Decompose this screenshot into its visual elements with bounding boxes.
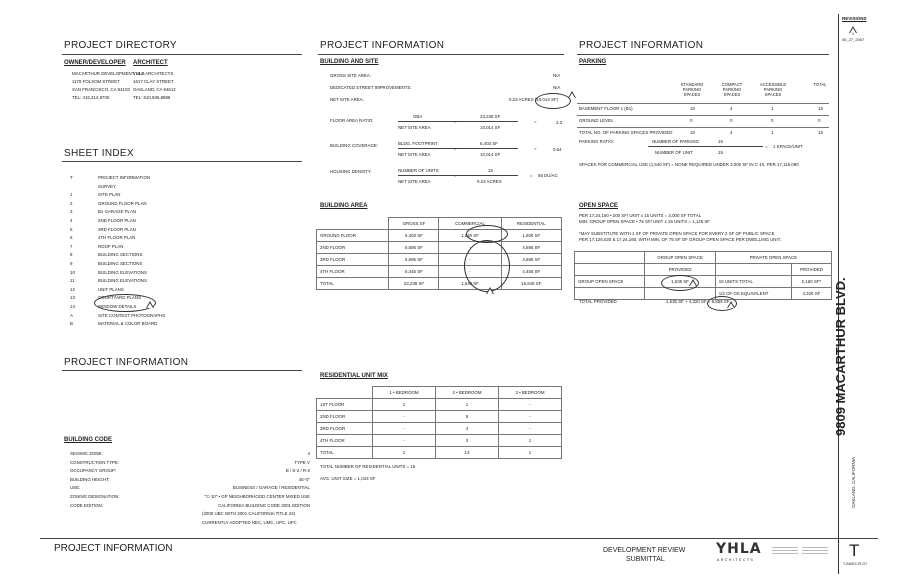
- project-info-title: PROJECT INFORMATION: [64, 357, 189, 368]
- parking-cell: 1: [771, 130, 774, 135]
- code-label: ZONING DESIGNATION:: [70, 493, 120, 499]
- parking-cell: 10: [690, 130, 695, 135]
- sheet-number: 13: [70, 295, 75, 301]
- address-line: TEL: 510,836,8888: [133, 95, 171, 100]
- divider: [577, 54, 829, 55]
- table-cell: GROUND FLOOR: [317, 230, 389, 242]
- equals: =: [454, 173, 457, 178]
- sheet-id: T: [849, 541, 860, 560]
- parking-row: [577, 103, 829, 115]
- far-result: 2.3: [556, 120, 563, 125]
- parking-column-header: ACCESSIBLE PARKING SPACES: [759, 82, 787, 97]
- density-units-value: 15: [488, 168, 493, 173]
- column-header: RESIDENTIAL: [501, 218, 561, 230]
- code-note: (2000 UBC WITH 2001 CALIFORNIA TITLE 24): [202, 511, 296, 517]
- parking-row: [577, 127, 829, 139]
- sheet-title: SITE PLAN: [98, 192, 121, 198]
- review-line-1: DEVELOPMENT REVIEW: [603, 547, 686, 554]
- table-cell: 2ND FLOOR: [317, 242, 389, 254]
- gross-site-value: N/A: [553, 73, 561, 78]
- parking-column-header: STANDARD PARKING SPACES: [680, 82, 704, 97]
- dedicated-value: N/A: [553, 85, 561, 90]
- table-cell: 1,540 SF: [439, 278, 501, 290]
- sheet-number: 11: [70, 278, 75, 284]
- total-open-space-value: 1,535 SF + 4,320 SF = 5,855 SF: [666, 299, 730, 304]
- table-cell: -: [498, 423, 561, 435]
- revision-triangle-icon: [727, 301, 735, 308]
- cell: PROVIDED: [645, 264, 715, 276]
- code-row: [70, 484, 310, 493]
- coverage-label: BUILDING COVERAGE:: [330, 143, 379, 148]
- coverage-net-value: 10,014 SF: [480, 152, 501, 157]
- sheet-title: ROOF PLAN: [98, 243, 124, 249]
- parking-cell: 0: [771, 118, 774, 123]
- sheet-number: A: [70, 312, 73, 318]
- table-cell: 4,455 SF: [501, 266, 561, 278]
- sheet-number: 10: [70, 269, 75, 275]
- sheet-number: 8: [70, 252, 73, 258]
- table-cell: 5,695 SF: [389, 254, 439, 266]
- parking-cell: GROUND LEVEL: [579, 118, 614, 123]
- bottom-title: PROJECT INFORMATION: [54, 543, 173, 554]
- revision-triangle-icon: [486, 287, 494, 294]
- table-cell: 4: [436, 423, 499, 435]
- cell: PROVIDED: [791, 264, 831, 276]
- far-net: NET SITE AREA: [398, 125, 431, 130]
- header-row: [317, 218, 562, 230]
- architect-logo: YHLA: [716, 541, 762, 557]
- project-city: OAKLAND, CALIFORNIA: [851, 456, 856, 508]
- revision-triangle-icon: [146, 301, 154, 308]
- code-row: [70, 450, 310, 459]
- address-line: MACARTHUR DEVELOPMENT, LLC: [72, 71, 145, 76]
- far-label: FLOOR AREA RATIO:: [330, 118, 374, 123]
- table-cell: -: [498, 399, 561, 411]
- sheet-title: BUILDING ELEVATIONS: [98, 269, 147, 275]
- column-header: 3 • BEDROOM: [498, 387, 561, 399]
- cell: GROUP OPEN SPACE: [645, 252, 715, 264]
- address-line: 1617 CLAY STREET: [133, 79, 174, 84]
- address-line: YHLA ARCHITECTS: [133, 71, 174, 76]
- open-space-line-2: MIN. GROUP OPEN SPACE • 75 SF/ UNIT x 15 UNITS = 1,125 SF: [579, 219, 710, 224]
- column-header: [317, 218, 389, 230]
- project-info-title-mid: PROJECT INFORMATION: [320, 40, 445, 51]
- coverage-net: NET SITE AREA: [398, 152, 431, 157]
- architect-heading: ARCHITECT: [133, 60, 168, 66]
- open-space-sub-1: *MAY SUBSTITUTE WITH 1 SF OF PRIVATE OPEN SPACE FOR EVERY 2 SF OF PUBLIC SPACE: [579, 231, 775, 236]
- coverage-footprint: BLDG. FOOTPRINT: [398, 141, 438, 146]
- parking-cell: 0: [730, 118, 733, 123]
- table-cell: 4,695 SF: [501, 242, 561, 254]
- sheet-number: B: [70, 321, 73, 327]
- cell: 15 UNITS TOTAL: [715, 276, 791, 288]
- equals: =: [530, 173, 533, 178]
- table-row: [317, 242, 562, 254]
- code-note: CURRENTLY ADOPTED NEC, UMC, UPC, UFC: [202, 519, 297, 525]
- sheet-title: B1 GARAGE PLAN: [98, 209, 137, 215]
- equals: =: [454, 119, 457, 124]
- table-cell: 1: [373, 447, 436, 459]
- parking-cell: 0: [690, 118, 693, 123]
- table-cell: 3RD FLOOR: [317, 423, 373, 435]
- coverage-result: 0.64: [553, 147, 562, 152]
- cell: GROUP OPEN SPACE: [575, 276, 645, 288]
- open-space-sub-2: PER 17,126,020 & 17,24,160, WITH MIN. OF 75 SF OF GROUP OPEN SPACE PER DWELLING UNIT.: [579, 237, 782, 242]
- open-space-table: [574, 251, 832, 300]
- sheet-title: MATERIAL & COLOR BOARD: [98, 321, 158, 327]
- net-site-value: 0.23 ACRES (10,014 SF): [509, 97, 559, 102]
- table-cell: 1: [498, 447, 561, 459]
- divider: [838, 538, 878, 539]
- project-address: 9809 MACARTHUR BLVD.: [833, 277, 848, 436]
- address-line: TEL: 415,314,8700: [72, 95, 110, 100]
- table-row: [317, 447, 562, 459]
- total-open-space-label: TOTAL PROVIDED: [579, 299, 617, 304]
- building-code-heading: BUILDING CODE: [64, 437, 112, 443]
- sheet-title: SURVEY: [98, 183, 116, 189]
- cell: 2,160 SF*: [791, 276, 831, 288]
- address-line: SAN FRANCISCO, CA 94103: [72, 87, 130, 92]
- divider: [62, 370, 302, 371]
- sheet-title: BUILDING SECTIONS: [98, 260, 143, 266]
- parking-row: [577, 115, 829, 127]
- code-label: CONSTRUCTION TYPE:: [70, 459, 120, 465]
- table-cell: -: [373, 423, 436, 435]
- equals: =: [534, 146, 537, 151]
- code-value: CALIFORNIA BUILDING CODE 2001 EDITION: [218, 502, 310, 508]
- revision-date: 06_27_2007: [842, 37, 865, 42]
- cell: [715, 264, 791, 276]
- code-label: SEISMIC ZONE:: [70, 451, 103, 456]
- architect-contact-block: [802, 545, 828, 559]
- commercial-parking-note: SPACES FOR COMMERCIAL USE (1,540 SF) = NONE REQUIRED UNDER 3,000 SF IN C-10, PER 17,116,080: [579, 162, 799, 167]
- code-row: [70, 502, 310, 511]
- code-value: B / S-2 / R-2: [285, 468, 310, 474]
- address-line: 1178 FOLSOM STREET: [72, 79, 120, 84]
- parking-ratio-bottom: NUMBER OF UNIT: [655, 150, 693, 155]
- dedicated-label: DEDICATED STREET IMPROVEMENTS:: [330, 85, 412, 90]
- table-cell: 3RD FLOOR: [317, 254, 389, 266]
- parking-cell: 1: [771, 106, 774, 111]
- sheet-title: BUILDING SECTIONS: [98, 252, 143, 258]
- parking-ratio-result: 1 SPACE/UNIT: [773, 144, 803, 149]
- sheet-title: 2ND FLOOR PLAN: [98, 217, 136, 223]
- parking-ratio-top-value: 15: [718, 139, 723, 144]
- parking-columns: [577, 82, 829, 102]
- building-area-table: [316, 217, 562, 290]
- sheet-index-title: SHEET INDEX: [64, 148, 134, 159]
- table-row: [317, 411, 562, 423]
- table-cell: 1,540 SF: [439, 230, 501, 242]
- column-header: GROSS SF: [389, 218, 439, 230]
- building-area-heading: BUILDING AREA: [320, 203, 368, 209]
- equals: =: [534, 119, 537, 124]
- table-row: [317, 423, 562, 435]
- code-row: [70, 519, 310, 528]
- architect-address-block: [772, 545, 798, 559]
- parking-cell: 15: [818, 130, 823, 135]
- directory-title: PROJECT DIRECTORY: [64, 40, 177, 51]
- building-code-list: [70, 450, 310, 527]
- parking-cell: 0: [818, 118, 821, 123]
- architect-logo-sub: ARCHITECTS: [717, 558, 755, 562]
- building-site-heading: BUILDING AND SITE: [320, 59, 379, 65]
- code-label: OCCUPANCY GROUP:: [70, 468, 117, 474]
- density-result: 65 DU/AC: [538, 173, 558, 178]
- table-cell: 4TH FLOOR: [317, 266, 389, 278]
- revisions-label: REVISIONS: [842, 16, 867, 21]
- density-units: NUMBER OF UNITS: [398, 168, 439, 173]
- sheet-number: 6: [70, 235, 73, 241]
- parking-rows: [577, 103, 829, 139]
- revision-cloud: [535, 93, 571, 109]
- parking-column-header: COMPACT PARKING SPACES: [721, 82, 743, 97]
- total-units-note: TOTAL NUMBER OF RESIDENTIAL UNITS = 15: [320, 464, 416, 469]
- code-row: [70, 510, 310, 519]
- sheet-number: T: [70, 175, 73, 180]
- divider: [318, 54, 564, 55]
- density-label: HOUSING DENSITY:: [330, 169, 372, 174]
- sheet-title: 3RD FLOOR PLAN: [98, 226, 136, 232]
- table-row: [317, 278, 562, 290]
- parking-section-title: PROJECT INFORMATION: [579, 40, 704, 51]
- code-label: CODE EDITION:: [70, 502, 103, 508]
- sheet-title: COURTYARD PLANS: [98, 295, 142, 301]
- parking-cell: 15: [818, 106, 823, 111]
- table-cell: 2ND FLOOR: [317, 411, 373, 423]
- table-row: [317, 399, 562, 411]
- unit-mix-table: [316, 386, 562, 459]
- fraction-line: [648, 146, 763, 147]
- sheet-title: UNIT PLANS: [98, 286, 124, 292]
- parking-ratio-label: PARKING RATIO:: [579, 139, 614, 144]
- revision-number: 1: [852, 32, 854, 36]
- far-gba: GBA: [413, 114, 423, 119]
- density-net: NET SITE AREA: [398, 179, 431, 184]
- table-cell: 1: [498, 435, 561, 447]
- table-cell: -: [498, 411, 561, 423]
- far-gba-value: 23,238 SF: [480, 114, 501, 119]
- open-space-heading: OPEN SPACE: [579, 203, 618, 209]
- parking-cell: 4: [730, 106, 733, 111]
- table-cell: -: [439, 242, 501, 254]
- cell: 1,535 SF: [645, 276, 715, 288]
- gross-site-label: GROSS SITE AREA:: [330, 73, 371, 78]
- header-row: [317, 387, 562, 399]
- table-cell: 13: [436, 447, 499, 459]
- code-label: USE:: [70, 485, 81, 491]
- table-row: [317, 254, 562, 266]
- sheet-title: SITE CONTEXT PHOTOGRAPHS: [98, 312, 166, 318]
- fraction-line: [398, 121, 518, 122]
- sheet-title: GROUND FLOOR PLAN: [98, 200, 147, 206]
- address-line: OAKLAND, CA 94612: [133, 87, 176, 92]
- table-cell: 6,403 SF: [389, 230, 439, 242]
- bottom-border: [40, 538, 838, 539]
- table-cell: TOTAL: [317, 278, 389, 290]
- table-cell: 3: [436, 435, 499, 447]
- cell: 4,320 SF: [791, 288, 831, 300]
- table-cell: 5: [436, 411, 499, 423]
- sheet-title: 4TH FLOOR PLAN: [98, 235, 136, 241]
- sheet-number: 5: [70, 226, 73, 232]
- equals: =: [454, 146, 457, 151]
- parking-cell: 10: [690, 106, 695, 111]
- fraction-line: [398, 148, 518, 149]
- sheet-number: 3: [70, 209, 73, 215]
- sheet-number: 4: [70, 217, 73, 223]
- table-cell: -: [373, 435, 436, 447]
- table-row: [317, 435, 562, 447]
- coverage-footprint-value: 6,403 SF: [480, 141, 498, 146]
- sheet-number: 14: [70, 303, 75, 309]
- sheet-title: WINDOW DETAILS: [98, 303, 137, 309]
- parking-cell: 4: [730, 130, 733, 135]
- table-cell: 1: [436, 399, 499, 411]
- table-cell: 4TH FLOOR: [317, 435, 373, 447]
- code-label: BUILDING HEIGHT:: [70, 476, 110, 482]
- sheet-number: 7: [70, 243, 73, 249]
- parking-ratio-bottom-value: 15: [718, 150, 723, 155]
- parking-column-header: TOTAL: [813, 82, 827, 87]
- table-cell: TOTAL: [317, 447, 373, 459]
- parking-cell: BASEMENT FLOOR 1 (B1): [579, 106, 633, 111]
- code-value: BUSINESS / GARAGE / RESIDENTIAL: [232, 485, 310, 491]
- code-value: "C-10" • GP NEIGHBORHOOD CENTER MIXED USE: [204, 493, 310, 499]
- unit-mix-heading: RESIDENTIAL UNIT MIX: [320, 373, 388, 379]
- table-cell: 5,695 SF: [389, 242, 439, 254]
- table-cell: 15,645 SF: [501, 278, 561, 290]
- table-cell: -: [439, 266, 501, 278]
- code-value: 45'-0": [298, 476, 310, 482]
- sheet-number: 12: [70, 286, 75, 292]
- code-row: [70, 459, 310, 468]
- column-header: 1 • BEDROOM: [373, 387, 436, 399]
- owner-heading: OWNER/DEVELOPER: [64, 60, 126, 66]
- divider: [62, 54, 302, 55]
- review-line-2: SUBMITTAL: [626, 556, 665, 563]
- code-row: [70, 467, 310, 476]
- sheet-number: 2: [70, 200, 73, 206]
- table-row: [317, 230, 562, 242]
- table-cell: -: [439, 254, 501, 266]
- fraction-line: [398, 175, 518, 176]
- table-cell: 1: [373, 399, 436, 411]
- density-net-value: 0.23 ACRES: [477, 179, 502, 184]
- code-row: [70, 493, 310, 502]
- revision-triangle-icon: [568, 91, 576, 98]
- sheet-sub: T-INDEX-PLOT: [843, 562, 868, 566]
- cell: [575, 264, 645, 276]
- cell: PRIVATE OPEN SPACE: [715, 252, 831, 264]
- net-site-label: NET SITE AREA:: [330, 97, 364, 102]
- revision-triangle-icon: [689, 279, 697, 286]
- avg-size-note: AVG. UNIT SIZE = 1,043 SF: [320, 476, 376, 481]
- divider: [62, 161, 302, 162]
- table-cell: 5,445 SF: [389, 266, 439, 278]
- equals: =: [765, 144, 768, 149]
- column-header: COMMERCIAL: [439, 218, 501, 230]
- code-row: [70, 476, 310, 485]
- sheet-title: PROJECT INFORMATION: [98, 175, 151, 180]
- table-cell: 23,238 SF: [389, 278, 439, 290]
- table-cell: 4,695 SF: [501, 254, 561, 266]
- code-value: 4: [307, 451, 310, 456]
- code-value: TYPE V: [294, 459, 310, 465]
- sheet-title: BUILDING ELEVATIONS: [98, 278, 147, 284]
- table-cell: -: [373, 411, 436, 423]
- table-cell: 1ST FLOOR: [317, 399, 373, 411]
- parking-heading: PARKING: [579, 59, 607, 65]
- far-net-value: 10,014 SF: [480, 125, 501, 130]
- revision-cloud: [464, 240, 510, 292]
- parking-ratio-top: NUMBER OF PARKING: [652, 139, 699, 144]
- open-space-line-1: PER 17,24,160 • 200 SF/ UNIT x 15 UNITS = 3,000 SF TOTAL: [579, 213, 702, 218]
- cell: [575, 252, 645, 264]
- cell: 1/2 OF OS EQUIVALENT: [715, 288, 791, 300]
- parking-cell: TOTAL NO. OF PARKING SPACES PROVIDED: [579, 130, 673, 135]
- column-header: [317, 387, 373, 399]
- sheet-number: 1: [70, 192, 73, 198]
- table-row: [317, 266, 562, 278]
- column-header: 2 • BEDROOM: [436, 387, 499, 399]
- sheet-number: 9: [70, 260, 73, 266]
- architect-address: [133, 70, 176, 102]
- table-cell: 1,600 SF: [501, 230, 561, 242]
